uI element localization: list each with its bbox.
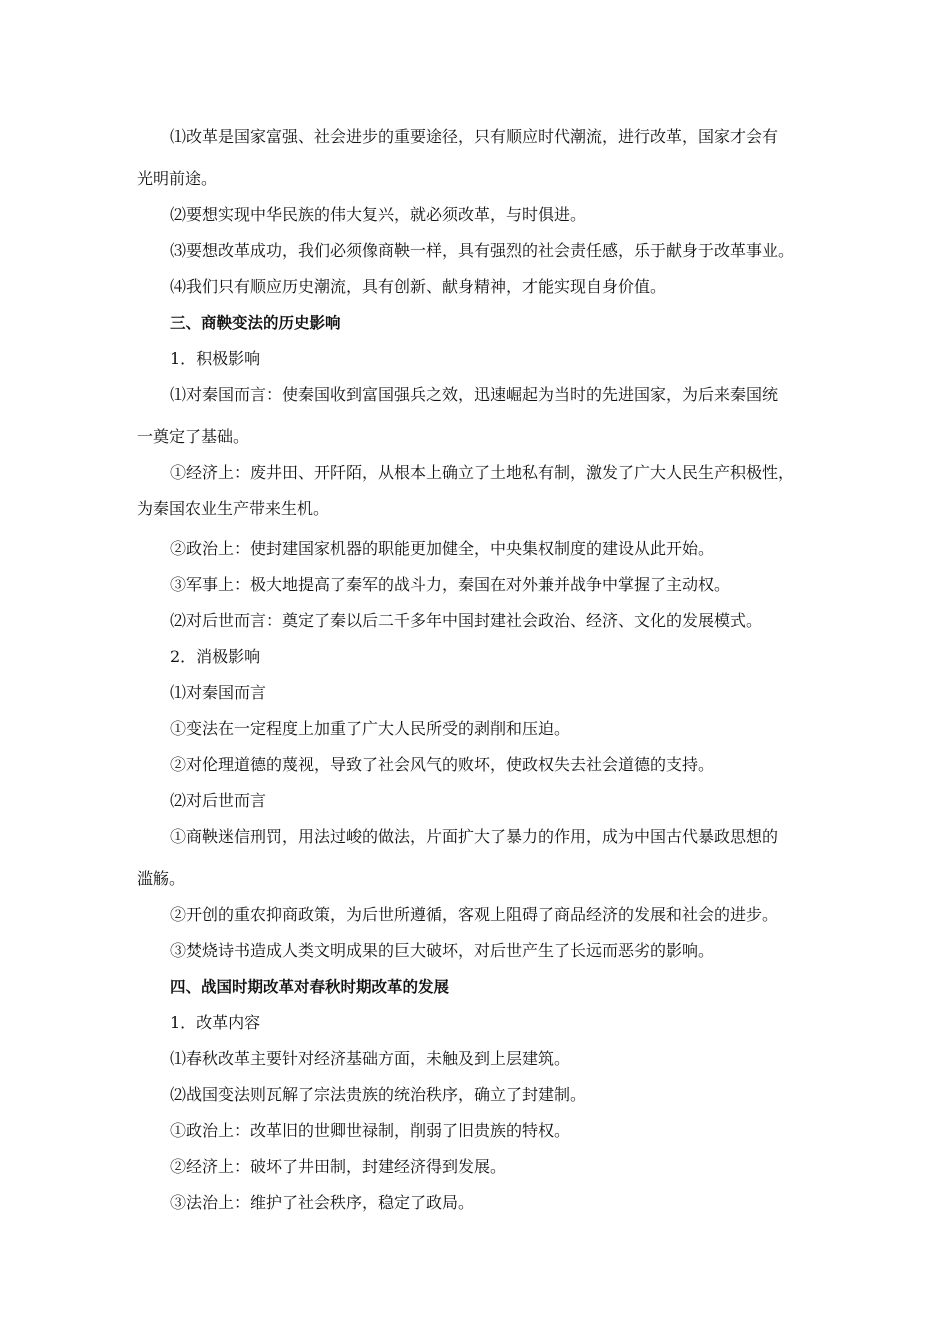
paragraph-line: ⑵对后世而言 [170, 791, 267, 810]
paragraph-line: ⑴对秦国而言：使秦国收到富国强兵之效，迅速崛起为当时的先进国家，为后来秦国统 [170, 385, 779, 404]
subheading: 2．消极影响 [170, 647, 261, 666]
paragraph-line: ②开创的重农抑商政策，为后世所遵循，客观上阻碍了商品经济的发展和社会的进步。 [170, 905, 779, 924]
paragraph-line: ①变法在一定程度上加重了广大人民所受的剥削和压迫。 [170, 719, 571, 738]
section-heading: 四、战国时期改革对春秋时期改革的发展 [170, 978, 450, 996]
paragraph-line: ⑵战国变法则瓦解了宗法贵族的统治秩序，确立了封建制。 [170, 1085, 587, 1104]
paragraph-line: ⑶要想改革成功，我们必须像商鞅一样，具有强烈的社会责任感，乐于献身于改革事业。 [170, 241, 795, 260]
paragraph-line: ⑴改革是国家富强、社会进步的重要途径，只有顺应时代潮流，进行改革，国家才会有 [170, 127, 779, 146]
paragraph-line: ③法治上：维护了社会秩序，稳定了政局。 [170, 1193, 475, 1212]
paragraph-line: ⑷我们只有顺应历史潮流，具有创新、献身精神，才能实现自身价值。 [170, 277, 667, 296]
paragraph-line: ⑴对秦国而言 [170, 683, 267, 702]
paragraph-line: ②政治上：使封建国家机器的职能更加健全，中央集权制度的建设从此开始。 [170, 539, 715, 558]
paragraph-line: ②对伦理道德的蔑视，导致了社会风气的败坏，使政权失去社会道德的支持。 [170, 755, 715, 774]
subheading: 1．改革内容 [170, 1013, 261, 1032]
paragraph-line: ⑵对后世而言：奠定了秦以后二千多年中国封建社会政治、经济、文化的发展模式。 [170, 611, 763, 630]
paragraph-line: ①政治上：改革旧的世卿世禄制，削弱了旧贵族的特权。 [170, 1121, 571, 1140]
paragraph-line: ③军事上：极大地提高了秦军的战斗力，秦国在对外兼并战争中掌握了主动权。 [170, 575, 731, 594]
paragraph-line: 为秦国农业生产带来生机。 [137, 499, 330, 518]
paragraph-line: ⑴春秋改革主要针对经济基础方面，未触及到上层建筑。 [170, 1049, 571, 1068]
paragraph-line: ①商鞅迷信刑罚，用法过峻的做法，片面扩大了暴力的作用，成为中国古代暴政思想的 [170, 827, 779, 846]
paragraph-line: ⑵要想实现中华民族的伟大复兴，就必须改革，与时俱进。 [170, 205, 587, 224]
paragraph-line: 光明前途。 [137, 169, 218, 188]
subheading: 1．积极影响 [170, 349, 261, 368]
section-heading: 三、商鞅变法的历史影响 [170, 314, 341, 332]
paragraph-line: 滥觞。 [137, 869, 186, 888]
paragraph-line: 一奠定了基础。 [137, 427, 250, 446]
paragraph-line: ②经济上：破坏了井田制，封建经济得到发展。 [170, 1157, 507, 1176]
paragraph-line: ①经济上：废井田、开阡陌，从根本上确立了土地私有制，激发了广大人民生产积极性， [170, 463, 795, 482]
paragraph-line: ③焚烧诗书造成人类文明成果的巨大破坏，对后世产生了长远而恶劣的影响。 [170, 941, 715, 960]
